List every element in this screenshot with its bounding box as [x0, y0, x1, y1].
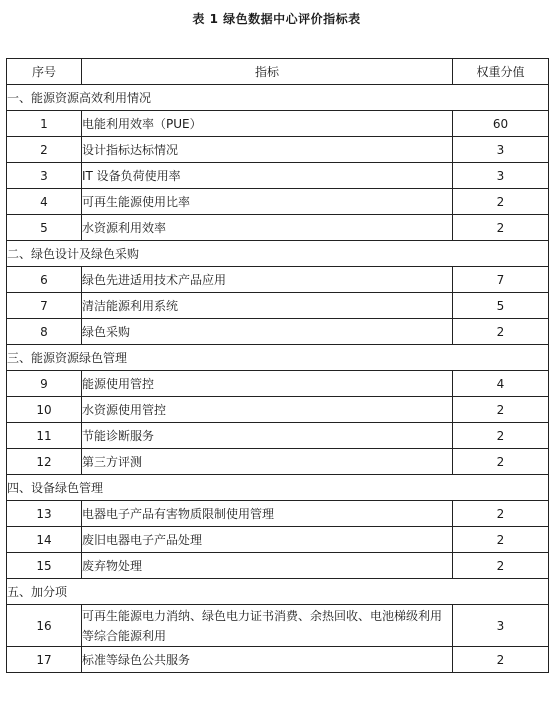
- row-weight: 2: [453, 647, 549, 673]
- row-seq: 7: [7, 293, 82, 319]
- table-header-row: [7, 59, 549, 85]
- section-title: 四、设备绿色管理: [7, 475, 549, 501]
- header-weight: 权重分值: [453, 59, 549, 85]
- row-weight: 2: [453, 527, 549, 553]
- table-body: [7, 85, 549, 673]
- row-weight: 2: [453, 397, 549, 423]
- table-row: [7, 553, 549, 579]
- row-weight: 2: [453, 553, 549, 579]
- header-indicator: 指标: [82, 59, 453, 85]
- row-seq: 8: [7, 319, 82, 345]
- row-weight: 2: [453, 319, 549, 345]
- row-indicator: 废弃物处理: [82, 553, 453, 579]
- table-row: [7, 449, 549, 475]
- table-row: [7, 189, 549, 215]
- row-seq: 10: [7, 397, 82, 423]
- row-indicator: 绿色先进适用技术产品应用: [82, 267, 453, 293]
- row-seq: 5: [7, 215, 82, 241]
- row-weight: 2: [453, 449, 549, 475]
- table-row: [7, 163, 549, 189]
- row-seq: 1: [7, 111, 82, 137]
- section-title: 三、能源资源绿色管理: [7, 345, 549, 371]
- section-row: [7, 475, 549, 501]
- table-row: [7, 423, 549, 449]
- table-row: [7, 647, 549, 673]
- table-row: [7, 501, 549, 527]
- row-seq: 4: [7, 189, 82, 215]
- row-indicator: 水资源利用效率: [82, 215, 453, 241]
- row-weight: 3: [453, 605, 549, 647]
- section-title: 二、绿色设计及绿色采购: [7, 241, 549, 267]
- table-row: [7, 215, 549, 241]
- table-caption: 表 1 绿色数据中心评价指标表: [192, 12, 361, 26]
- row-weight: 2: [453, 189, 549, 215]
- row-indicator: 可再生能源电力消纳、绿色电力证书消费、余热回收、电池梯级利用等综合能源利用: [82, 605, 453, 647]
- section-row: [7, 85, 549, 111]
- row-indicator: 标准等绿色公共服务: [82, 647, 453, 673]
- table-row: [7, 111, 549, 137]
- section-row: [7, 345, 549, 371]
- header-seq: 序号: [7, 59, 82, 85]
- row-indicator: 电器电子产品有害物质限制使用管理: [82, 501, 453, 527]
- row-indicator: 能源使用管控: [82, 371, 453, 397]
- row-weight: 2: [453, 501, 549, 527]
- section-row: [7, 241, 549, 267]
- row-indicator: 可再生能源使用比率: [82, 189, 453, 215]
- row-indicator: 绿色采购: [82, 319, 453, 345]
- table-row: [7, 267, 549, 293]
- row-weight: 3: [453, 137, 549, 163]
- table-row: [7, 293, 549, 319]
- row-weight: 2: [453, 423, 549, 449]
- row-indicator: 废旧电器电子产品处理: [82, 527, 453, 553]
- row-seq: 9: [7, 371, 82, 397]
- table-row: [7, 137, 549, 163]
- table-row: [7, 605, 549, 647]
- row-weight: 7: [453, 267, 549, 293]
- row-seq: 6: [7, 267, 82, 293]
- row-indicator: IT 设备负荷使用率: [82, 163, 453, 189]
- row-weight: 60: [453, 111, 549, 137]
- row-seq: 14: [7, 527, 82, 553]
- row-weight: 4: [453, 371, 549, 397]
- row-indicator: 清洁能源利用系统: [82, 293, 453, 319]
- row-indicator: 水资源使用管控: [82, 397, 453, 423]
- row-indicator: 电能利用效率（PUE）: [82, 111, 453, 137]
- evaluation-metrics-table: [6, 58, 549, 673]
- row-seq: 13: [7, 501, 82, 527]
- row-seq: 15: [7, 553, 82, 579]
- table-row: [7, 397, 549, 423]
- row-seq: 17: [7, 647, 82, 673]
- section-title: 一、能源资源高效利用情况: [7, 85, 549, 111]
- table-row: [7, 527, 549, 553]
- row-seq: 3: [7, 163, 82, 189]
- row-weight: 5: [453, 293, 549, 319]
- row-indicator: 设计指标达标情况: [82, 137, 453, 163]
- section-title: 五、加分项: [7, 579, 549, 605]
- row-weight: 2: [453, 215, 549, 241]
- row-seq: 16: [7, 605, 82, 647]
- row-seq: 12: [7, 449, 82, 475]
- row-seq: 11: [7, 423, 82, 449]
- row-indicator: 第三方评测: [82, 449, 453, 475]
- section-row: [7, 579, 549, 605]
- row-seq: 2: [7, 137, 82, 163]
- table-row: [7, 371, 549, 397]
- row-weight: 3: [453, 163, 549, 189]
- row-indicator: 节能诊断服务: [82, 423, 453, 449]
- table-row: [7, 319, 549, 345]
